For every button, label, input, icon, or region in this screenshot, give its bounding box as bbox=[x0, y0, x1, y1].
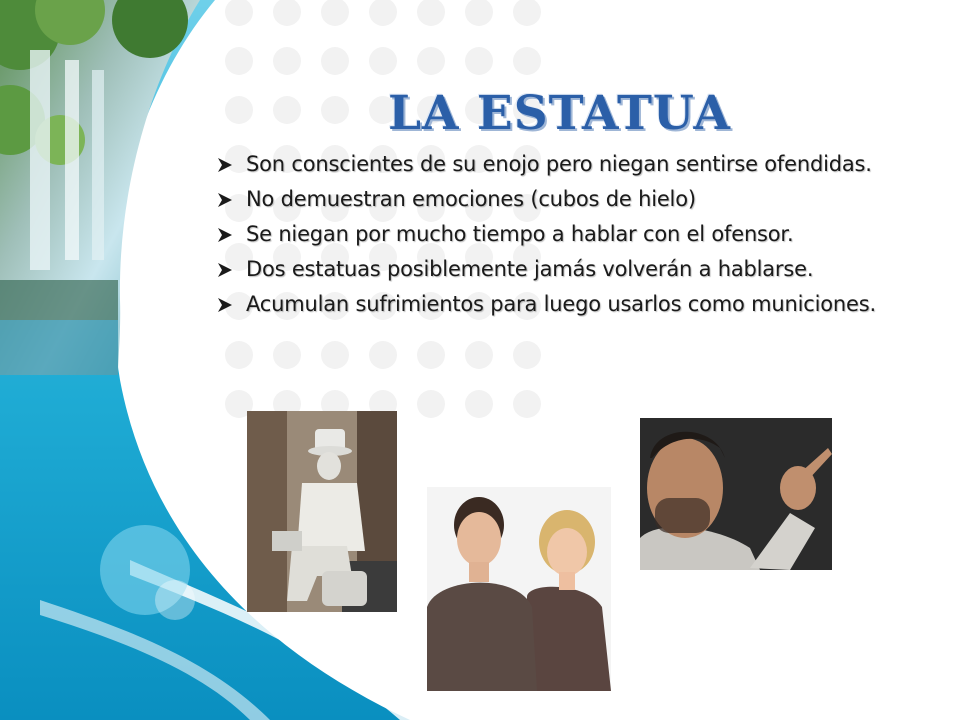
bullet-item bbox=[212, 252, 912, 287]
man-pointing-photo bbox=[640, 418, 832, 570]
bullet-text: Se niegan por mucho tiempo a hablar con el ofensor. bbox=[246, 222, 794, 246]
arrow-right-icon bbox=[216, 261, 234, 279]
statue-performer-photo bbox=[247, 411, 397, 612]
bullet-text: Dos estatuas posiblemente jamás volverán a hablarse. bbox=[246, 257, 814, 281]
arrow-right-icon bbox=[216, 226, 234, 244]
bullet-text: Son conscientes de su enojo pero niegan sentirse ofendidas. bbox=[246, 152, 872, 176]
bullet-item bbox=[212, 182, 912, 217]
bullet-text: Acumulan sufrimientos para luego usarlos como municiones. bbox=[246, 292, 876, 316]
couple-back-to-back-photo bbox=[427, 487, 611, 691]
bullet-item bbox=[212, 147, 912, 182]
bullet-list bbox=[212, 147, 912, 322]
bullet-text: No demuestran emociones (cubos de hielo) bbox=[246, 187, 696, 211]
bullet-item bbox=[212, 287, 912, 322]
arrow-right-icon bbox=[216, 191, 234, 209]
slide-title: LA ESTATUA bbox=[388, 86, 731, 141]
arrow-right-icon bbox=[216, 296, 234, 314]
arrow-right-icon bbox=[216, 156, 234, 174]
bullet-item bbox=[212, 217, 912, 252]
